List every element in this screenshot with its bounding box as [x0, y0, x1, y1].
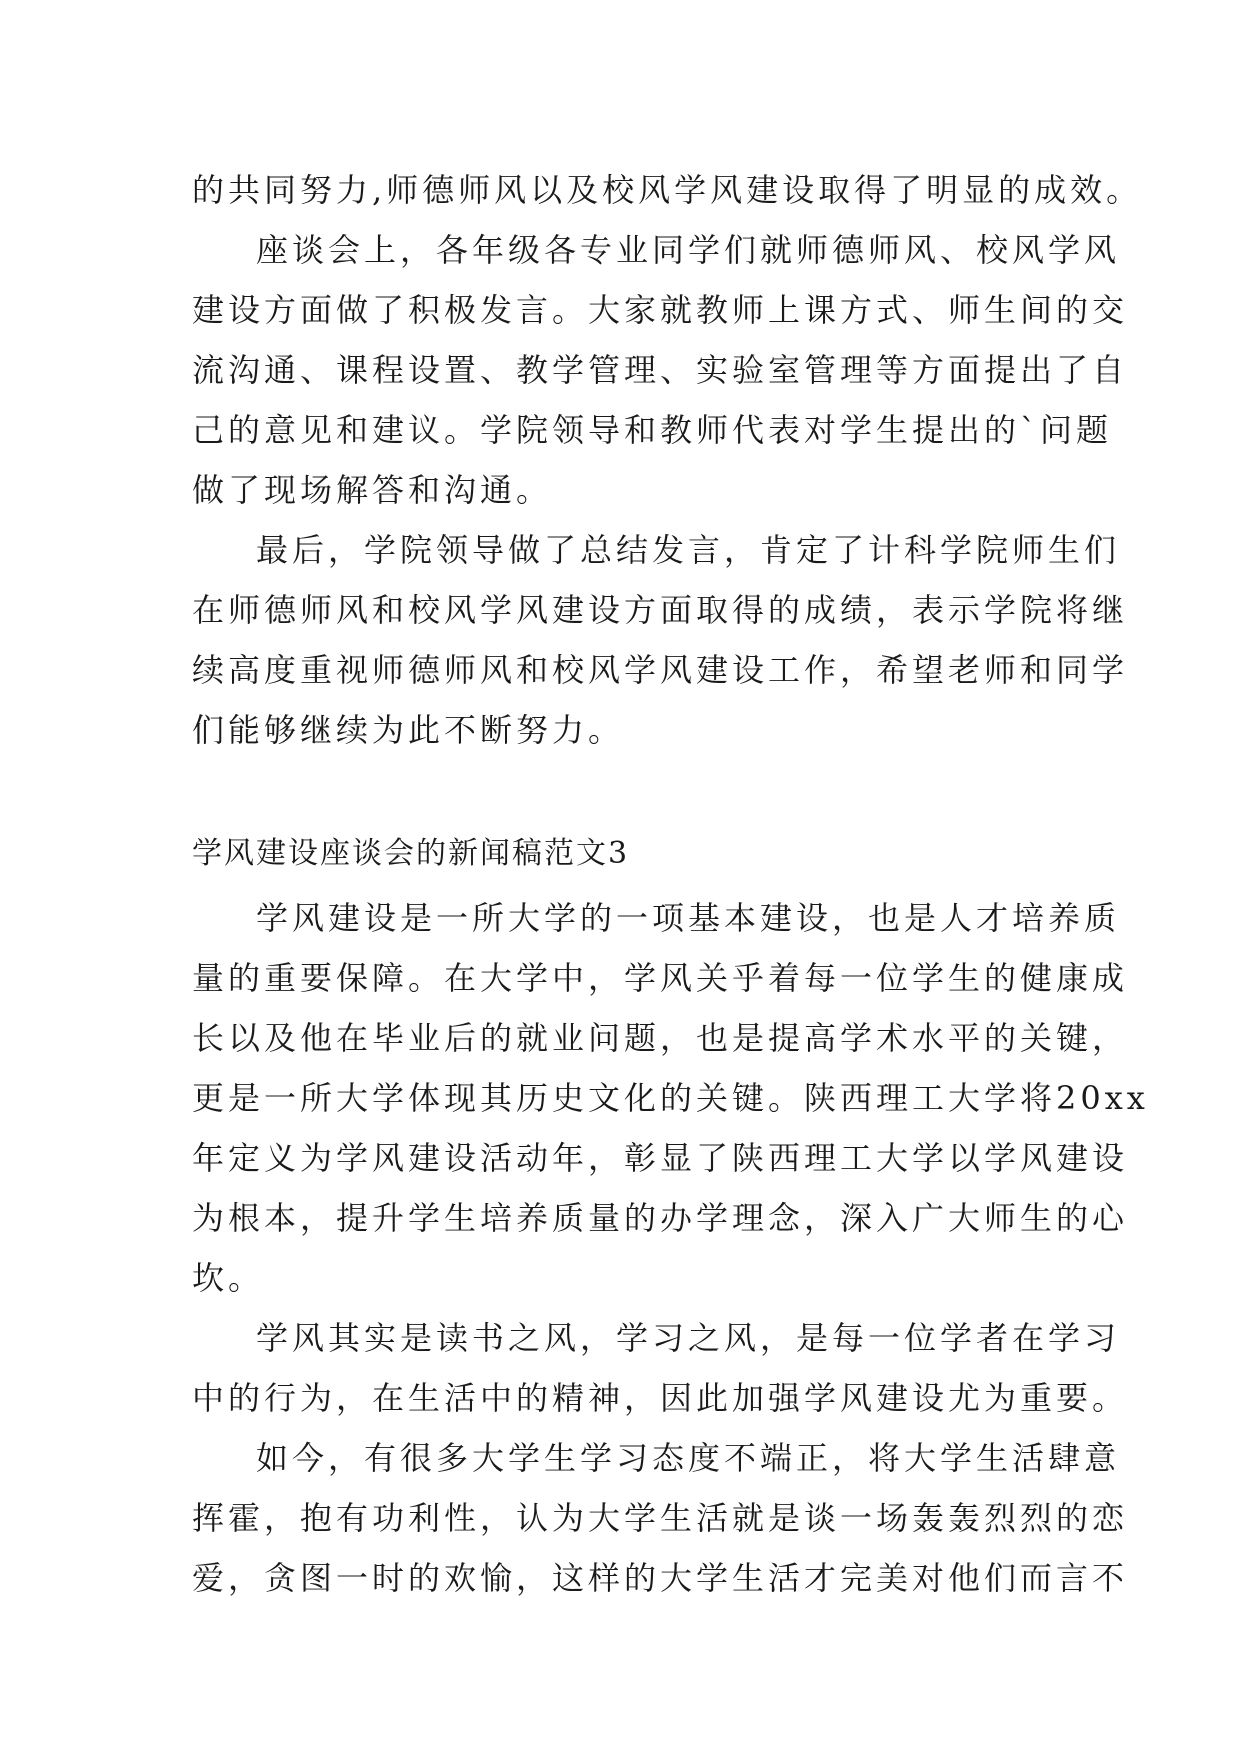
- text-line: 做了现场解答和沟通。: [192, 471, 553, 509]
- text-line: 坎。: [192, 1259, 265, 1297]
- text-line: 为根本，提升学生培养质量的办学理念，深入广大师生的心: [192, 1199, 1129, 1237]
- text-line: 中的行为，在生活中的精神，因此加强学风建设尤为重要。: [192, 1379, 1129, 1417]
- text-line: 年定义为学风建设活动年，彰显了陕西理工大学以学风建设: [192, 1139, 1129, 1177]
- text-line: 己的意见和建议。学院领导和教师代表对学生提出的`问题: [192, 411, 1113, 449]
- text-line: 更是一所大学体现其历史文化的关键。陕西理工大学将20xx: [192, 1079, 1149, 1117]
- text-line: 的共同努力,师德师风以及校风学风建设取得了明显的成效。: [192, 171, 1143, 209]
- text-line: 长以及他在毕业后的就业问题，也是提高学术水平的关键，: [192, 1019, 1129, 1057]
- paragraph-start: 学风建设是一所大学的一项基本建设，也是人才培养质: [256, 899, 1121, 937]
- text-line: 续高度重视师德师风和校风学风建设工作，希望老师和同学: [192, 651, 1129, 689]
- paragraph-start: 学风其实是读书之风，学习之风，是每一位学者在学习: [256, 1319, 1121, 1357]
- text-line: 量的重要保障。在大学中，学风关乎着每一位学生的健康成: [192, 959, 1129, 997]
- section-heading: 学风建设座谈会的新闻稿范文3: [192, 836, 630, 871]
- text-line: 们能够继续为此不断努力。: [192, 711, 625, 749]
- text-line: 在师德师风和校风学风建设方面取得的成绩，表示学院将继: [192, 591, 1129, 629]
- paragraph-start: 最后，学院领导做了总结发言，肯定了计科学院师生们: [256, 531, 1121, 569]
- paragraph-start: 如今，有很多大学生学习态度不端正，将大学生活肆意: [256, 1439, 1121, 1477]
- text-line: 建设方面做了积极发言。大家就教师上课方式、师生间的交: [192, 291, 1129, 329]
- text-line: 挥霍，抱有功利性，认为大学生活就是谈一场轰轰烈烈的恋: [192, 1499, 1129, 1537]
- text-line: 流沟通、课程设置、教学管理、实验室管理等方面提出了自: [192, 351, 1129, 389]
- paragraph-start: 座谈会上，各年级各专业同学们就师德师风、校风学风: [256, 231, 1121, 269]
- text-line: 爱，贪图一时的欢愉，这样的大学生活才完美对他们而言不: [192, 1559, 1129, 1597]
